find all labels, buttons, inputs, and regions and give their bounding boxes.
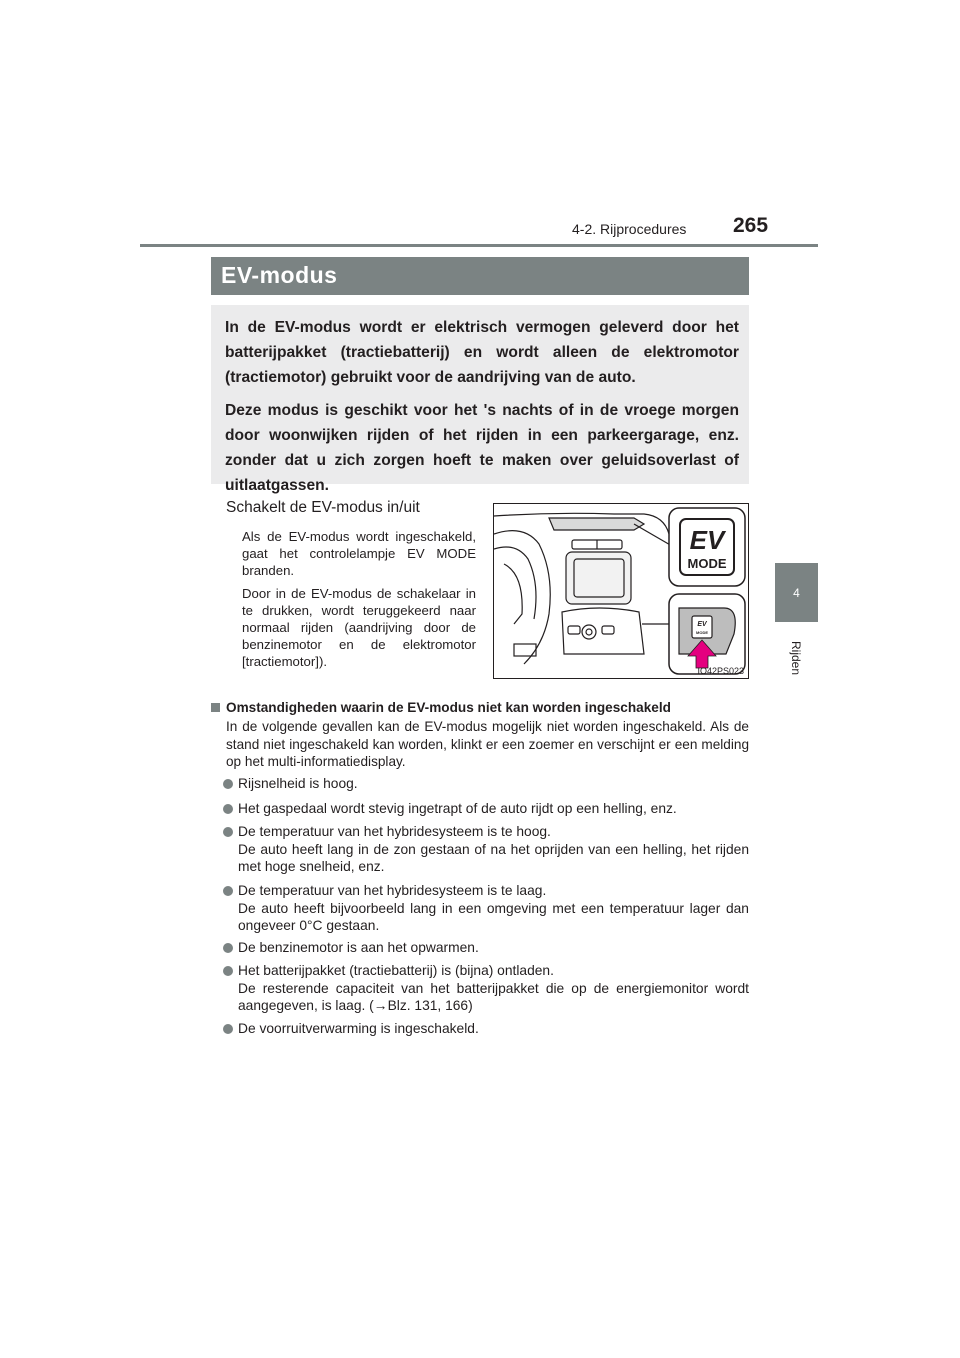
bullet-icon	[223, 779, 233, 789]
intro-paragraph: In de EV-modus wordt er elektrisch vermogen geleverd door het batterijpakket (tractiebatterij) en wordt alleen de elektromotor (tractiemotor) gebruikt voor de aandrijving van de auto.	[225, 319, 739, 386]
bullet-icon	[223, 804, 233, 814]
list-item-subtext: De resterende capaciteit van het batterijpakket die op de energiemonitor wordt aangegeven, is laag. (→Blz. 131, 166)	[238, 980, 749, 1014]
list-item-text: De benzinemotor is aan het opwarmen.	[238, 940, 479, 955]
list-item-subtext: De auto heeft lang in de zon gestaan of na het oprijden van een helling, het rijden met hoge snelheid, enz.	[238, 841, 749, 875]
step-label: Schakelt de EV-modus in/uit	[226, 499, 420, 516]
illustration-code: IO42PS023	[697, 666, 744, 676]
page-number: 265	[733, 214, 769, 237]
running-header-section: 4-2. Rijprocedures	[572, 221, 687, 237]
list-item-text: De voorruitverwarming is ingeschakeld.	[238, 1021, 479, 1036]
list-item	[223, 800, 749, 818]
list-item	[223, 962, 749, 1015]
mode-indicator-text: MODE	[687, 556, 727, 571]
list-item-text: De temperatuur van het hybridesysteem is te hoog.	[238, 824, 551, 839]
step-paragraph: Door in de EV-modus de schakelaar in te drukken, wordt teruggekeerd naar normaal rijden (aandrijving door de benzinemotor en de elektromotor [tractiemotor]).	[242, 586, 476, 669]
bullet-icon	[223, 886, 233, 896]
chapter-tab-number: 4	[793, 585, 800, 600]
dashboard-drawing	[494, 504, 749, 679]
bullet-icon	[223, 943, 233, 953]
list-item-text: Het batterijpakket (tractiebatterij) is (bijna) ontladen.	[238, 963, 554, 978]
ev-indicator-text: EV	[689, 525, 725, 555]
list-item	[223, 882, 749, 935]
square-bullet-icon	[211, 703, 220, 712]
page-title-bar	[211, 257, 749, 295]
intro-box	[211, 305, 749, 494]
step-body	[242, 529, 476, 677]
list-item	[223, 823, 749, 876]
list-item-text: Rijsnelheid is hoog.	[238, 776, 358, 791]
list-item	[223, 1020, 749, 1038]
list-item	[223, 775, 749, 793]
dashboard-illustration	[493, 503, 749, 679]
mode-switch-text: MODE	[696, 630, 708, 635]
step-paragraph: Als de EV-modus wordt ingeschakeld, gaat het controlelampje EV MODE branden.	[242, 529, 476, 578]
bullet-icon	[223, 827, 233, 837]
list-item-subtext: De auto heeft bijvoorbeeld lang in een omgeving met een temperatuur lager dan ongeveer 0°C gestaan.	[238, 900, 749, 934]
section-heading	[211, 700, 671, 715]
chapter-tab	[775, 563, 818, 622]
chapter-tab-label-text: Rijden	[789, 640, 803, 676]
header-rule	[140, 244, 818, 247]
section-heading-text: Omstandigheden waarin de EV-modus niet kan worden ingeschakeld	[226, 700, 671, 715]
list-item-text: Het gaspedaal wordt stevig ingetrapt of de auto rijdt op een helling, enz.	[238, 801, 677, 816]
bullet-icon	[223, 1024, 233, 1034]
ev-switch-text: EV	[697, 621, 707, 628]
page-title: EV-modus	[221, 262, 338, 288]
chapter-tab-label	[768, 628, 824, 688]
intro-paragraph: Deze modus is geschikt voor het 's nachts of in de vroege morgen door woonwijken rijden of het rijden in een parkeergarage, enz. zonder dat u zich zorgen hoeft te maken over geluidsoverlast of uitlaatgassen.	[225, 402, 739, 494]
list-item-text: De temperatuur van het hybridesysteem is te laag.	[238, 883, 547, 898]
section-intro: In de volgende gevallen kan de EV-modus mogelijk niet worden ingeschakeld. Als de stand niet ingeschakeld kan worden, klinkt er een zoemer en verschijnt er een melding op het multi-informatiedisplay.	[226, 719, 749, 769]
list-item	[223, 939, 749, 957]
bullet-icon	[223, 966, 233, 976]
